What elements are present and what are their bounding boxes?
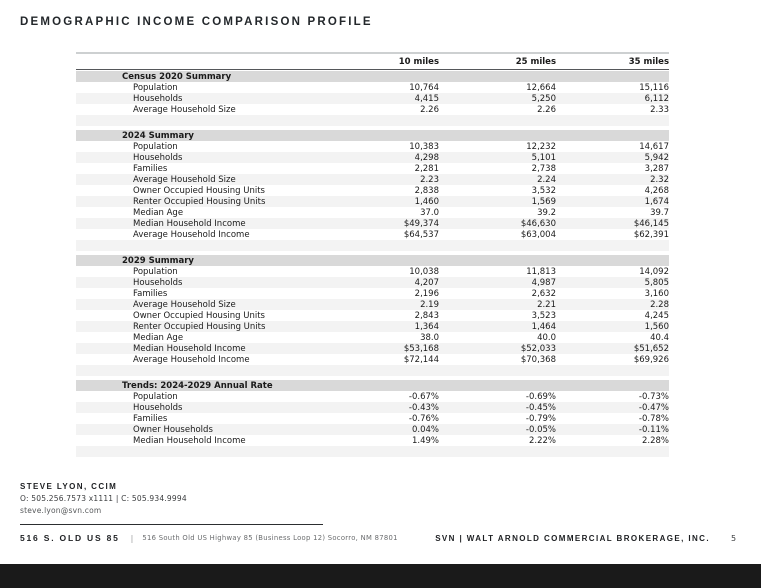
cell-value: 3,532 <box>531 185 556 196</box>
row-label: Median Age <box>133 332 184 343</box>
cell-value: 10,383 <box>409 141 439 152</box>
cell-value: -0.76% <box>408 413 439 424</box>
row-label: Median Household Income <box>133 218 246 229</box>
table-row <box>76 277 669 288</box>
row-label: Owner Households <box>133 424 213 435</box>
table-row <box>76 185 669 196</box>
row-label: Average Household Income <box>133 229 250 240</box>
cell-value: 3,523 <box>531 310 556 321</box>
cell-value: 2.19 <box>420 299 439 310</box>
cell-value: $64,537 <box>403 229 439 240</box>
row-label: Households <box>133 93 183 104</box>
cell-value: 10,764 <box>409 82 439 93</box>
cell-value: 6,112 <box>644 93 669 104</box>
cell-value: -0.69% <box>525 391 556 402</box>
cell-value: 4,268 <box>644 185 669 196</box>
cell-value: -0.47% <box>638 402 669 413</box>
table-row <box>76 343 669 354</box>
row-label: Households <box>133 277 183 288</box>
cell-value: 1,364 <box>414 321 439 332</box>
row-label: Median Household Income <box>133 343 246 354</box>
cell-value: $70,368 <box>520 354 556 365</box>
cell-value: 4,415 <box>414 93 439 104</box>
column-header-25-miles: 25 miles <box>515 56 556 67</box>
cell-value: -0.78% <box>638 413 669 424</box>
cell-value: $53,168 <box>403 343 439 354</box>
cell-value: $72,144 <box>403 354 439 365</box>
table-row <box>76 266 669 277</box>
table-row <box>76 218 669 229</box>
cell-value: 2.24 <box>537 174 556 185</box>
cell-value: -0.11% <box>638 424 669 435</box>
cell-value: 4,207 <box>414 277 439 288</box>
cell-value: 38.0 <box>420 332 439 343</box>
cell-value: 2.22% <box>528 435 556 446</box>
section-header: 2029 Summary <box>76 255 669 266</box>
row-label: Median Household Income <box>133 435 246 446</box>
cell-value: 1.49% <box>411 435 439 446</box>
cell-value: 2.32 <box>650 174 669 185</box>
table-row <box>76 424 669 435</box>
row-label: Renter Occupied Housing Units <box>133 196 266 207</box>
row-label: Population <box>133 391 178 402</box>
agent-email: steve.lyon@svn.com <box>20 506 102 515</box>
cell-value: 10,038 <box>409 266 439 277</box>
cell-value: $46,630 <box>520 218 556 229</box>
column-header-35-miles: 35 miles <box>628 56 669 67</box>
row-label: Average Household Size <box>133 299 236 310</box>
cell-value: 40.0 <box>537 332 556 343</box>
section-spacer-row <box>76 446 669 457</box>
cell-value: 2,281 <box>414 163 439 174</box>
table-row <box>76 413 669 424</box>
table-row <box>76 354 669 365</box>
cell-value: 14,617 <box>639 141 669 152</box>
table-row <box>76 288 669 299</box>
table-section <box>76 380 669 457</box>
cell-value: 1,464 <box>531 321 556 332</box>
table-row <box>76 82 669 93</box>
cell-value: $69,926 <box>633 354 669 365</box>
cell-value: 3,287 <box>644 163 669 174</box>
row-label: Households <box>133 402 183 413</box>
cell-value: 1,460 <box>414 196 439 207</box>
cell-value: 2.28% <box>641 435 669 446</box>
cell-value: 12,232 <box>526 141 556 152</box>
section-header: Trends: 2024-2029 Annual Rate <box>76 380 669 391</box>
cell-value: -0.73% <box>638 391 669 402</box>
table-row <box>76 321 669 332</box>
cell-value: 2.26 <box>537 104 556 115</box>
table-row <box>76 163 669 174</box>
cell-value: 4,298 <box>414 152 439 163</box>
bottom-bar <box>0 564 761 588</box>
cell-value: 2.23 <box>420 174 439 185</box>
row-label: Renter Occupied Housing Units <box>133 321 266 332</box>
table-row <box>76 141 669 152</box>
cell-value: 5,250 <box>531 93 556 104</box>
table-section <box>76 130 669 251</box>
cell-value: 39.2 <box>537 207 556 218</box>
table-row <box>76 174 669 185</box>
cell-value: 1,569 <box>531 196 556 207</box>
row-label: Families <box>133 413 168 424</box>
section-header: Census 2020 Summary <box>76 71 669 82</box>
table-section <box>76 255 669 376</box>
cell-value: -0.43% <box>408 402 439 413</box>
company-name: SVN | WALT ARNOLD COMMERCIAL BROKERAGE, INC. <box>435 534 710 543</box>
row-label: Households <box>133 152 183 163</box>
cell-value: 5,101 <box>531 152 556 163</box>
section-spacer-row <box>76 240 669 251</box>
cell-value: 0.04% <box>411 424 439 435</box>
cell-value: $49,374 <box>403 218 439 229</box>
row-label: Population <box>133 82 178 93</box>
cell-value: 40.4 <box>650 332 669 343</box>
row-label: Median Age <box>133 207 184 218</box>
table-row <box>76 299 669 310</box>
table-row <box>76 310 669 321</box>
footer-divider <box>20 524 323 525</box>
agent-phone: O: 505.256.7573 x1111 | C: 505.934.9994 <box>20 494 187 503</box>
table-row <box>76 229 669 240</box>
property-address: 516 South Old US Highway 85 (Business Loop 12) Socorro, NM 87801 <box>142 534 398 542</box>
agent-name: STEVE LYON, CCIM <box>20 482 118 491</box>
row-label: Average Household Income <box>133 354 250 365</box>
cell-value: 12,664 <box>526 82 556 93</box>
cell-value: -0.05% <box>525 424 556 435</box>
row-label: Population <box>133 141 178 152</box>
column-header-10-miles: 10 miles <box>398 56 439 67</box>
property-name: 516 S. OLD US 85 <box>20 533 120 543</box>
row-label: Owner Occupied Housing Units <box>133 185 265 196</box>
property-line <box>20 532 398 544</box>
row-label: Population <box>133 266 178 277</box>
cell-value: 2.33 <box>650 104 669 115</box>
cell-value: $62,391 <box>633 229 669 240</box>
table-row <box>76 435 669 446</box>
cell-value: 1,674 <box>644 196 669 207</box>
cell-value: 11,813 <box>526 266 556 277</box>
cell-value: 1,560 <box>644 321 669 332</box>
property-separator: | <box>130 533 134 543</box>
table-header-row <box>76 52 669 70</box>
section-spacer-row <box>76 115 669 126</box>
table-body <box>76 71 669 457</box>
cell-value: -0.79% <box>525 413 556 424</box>
cell-value: 4,245 <box>644 310 669 321</box>
table-row <box>76 152 669 163</box>
cell-value: 4,987 <box>531 277 556 288</box>
cell-value: 2,196 <box>414 288 439 299</box>
row-label: Average Household Size <box>133 174 236 185</box>
cell-value: 5,805 <box>644 277 669 288</box>
table-row <box>76 402 669 413</box>
cell-value: 2.28 <box>650 299 669 310</box>
page-title: DEMOGRAPHIC INCOME COMPARISON PROFILE <box>20 16 373 28</box>
cell-value: 2.21 <box>537 299 556 310</box>
table-row <box>76 391 669 402</box>
table-row <box>76 104 669 115</box>
cell-value: 2,838 <box>414 185 439 196</box>
cell-value: 2,843 <box>414 310 439 321</box>
cell-value: 37.0 <box>420 207 439 218</box>
table-row <box>76 93 669 104</box>
section-header: 2024 Summary <box>76 130 669 141</box>
row-label: Families <box>133 288 168 299</box>
section-spacer-row <box>76 365 669 376</box>
row-label: Average Household Size <box>133 104 236 115</box>
cell-value: 3,160 <box>644 288 669 299</box>
cell-value: $52,033 <box>520 343 556 354</box>
cell-value: 15,116 <box>639 82 669 93</box>
cell-value: $51,652 <box>633 343 669 354</box>
comparison-table <box>76 52 669 457</box>
table-section <box>76 71 669 126</box>
cell-value: 2,632 <box>531 288 556 299</box>
cell-value: $63,004 <box>520 229 556 240</box>
cell-value: $46,145 <box>633 218 669 229</box>
cell-value: 5,942 <box>644 152 669 163</box>
cell-value: -0.67% <box>408 391 439 402</box>
row-label: Families <box>133 163 168 174</box>
table-row <box>76 332 669 343</box>
cell-value: 2,738 <box>531 163 556 174</box>
row-label: Owner Occupied Housing Units <box>133 310 265 321</box>
table-row <box>76 207 669 218</box>
page-number: 5 <box>731 534 737 543</box>
cell-value: -0.45% <box>525 402 556 413</box>
cell-value: 14,092 <box>639 266 669 277</box>
cell-value: 2.26 <box>420 104 439 115</box>
table-row <box>76 196 669 207</box>
cell-value: 39.7 <box>650 207 669 218</box>
